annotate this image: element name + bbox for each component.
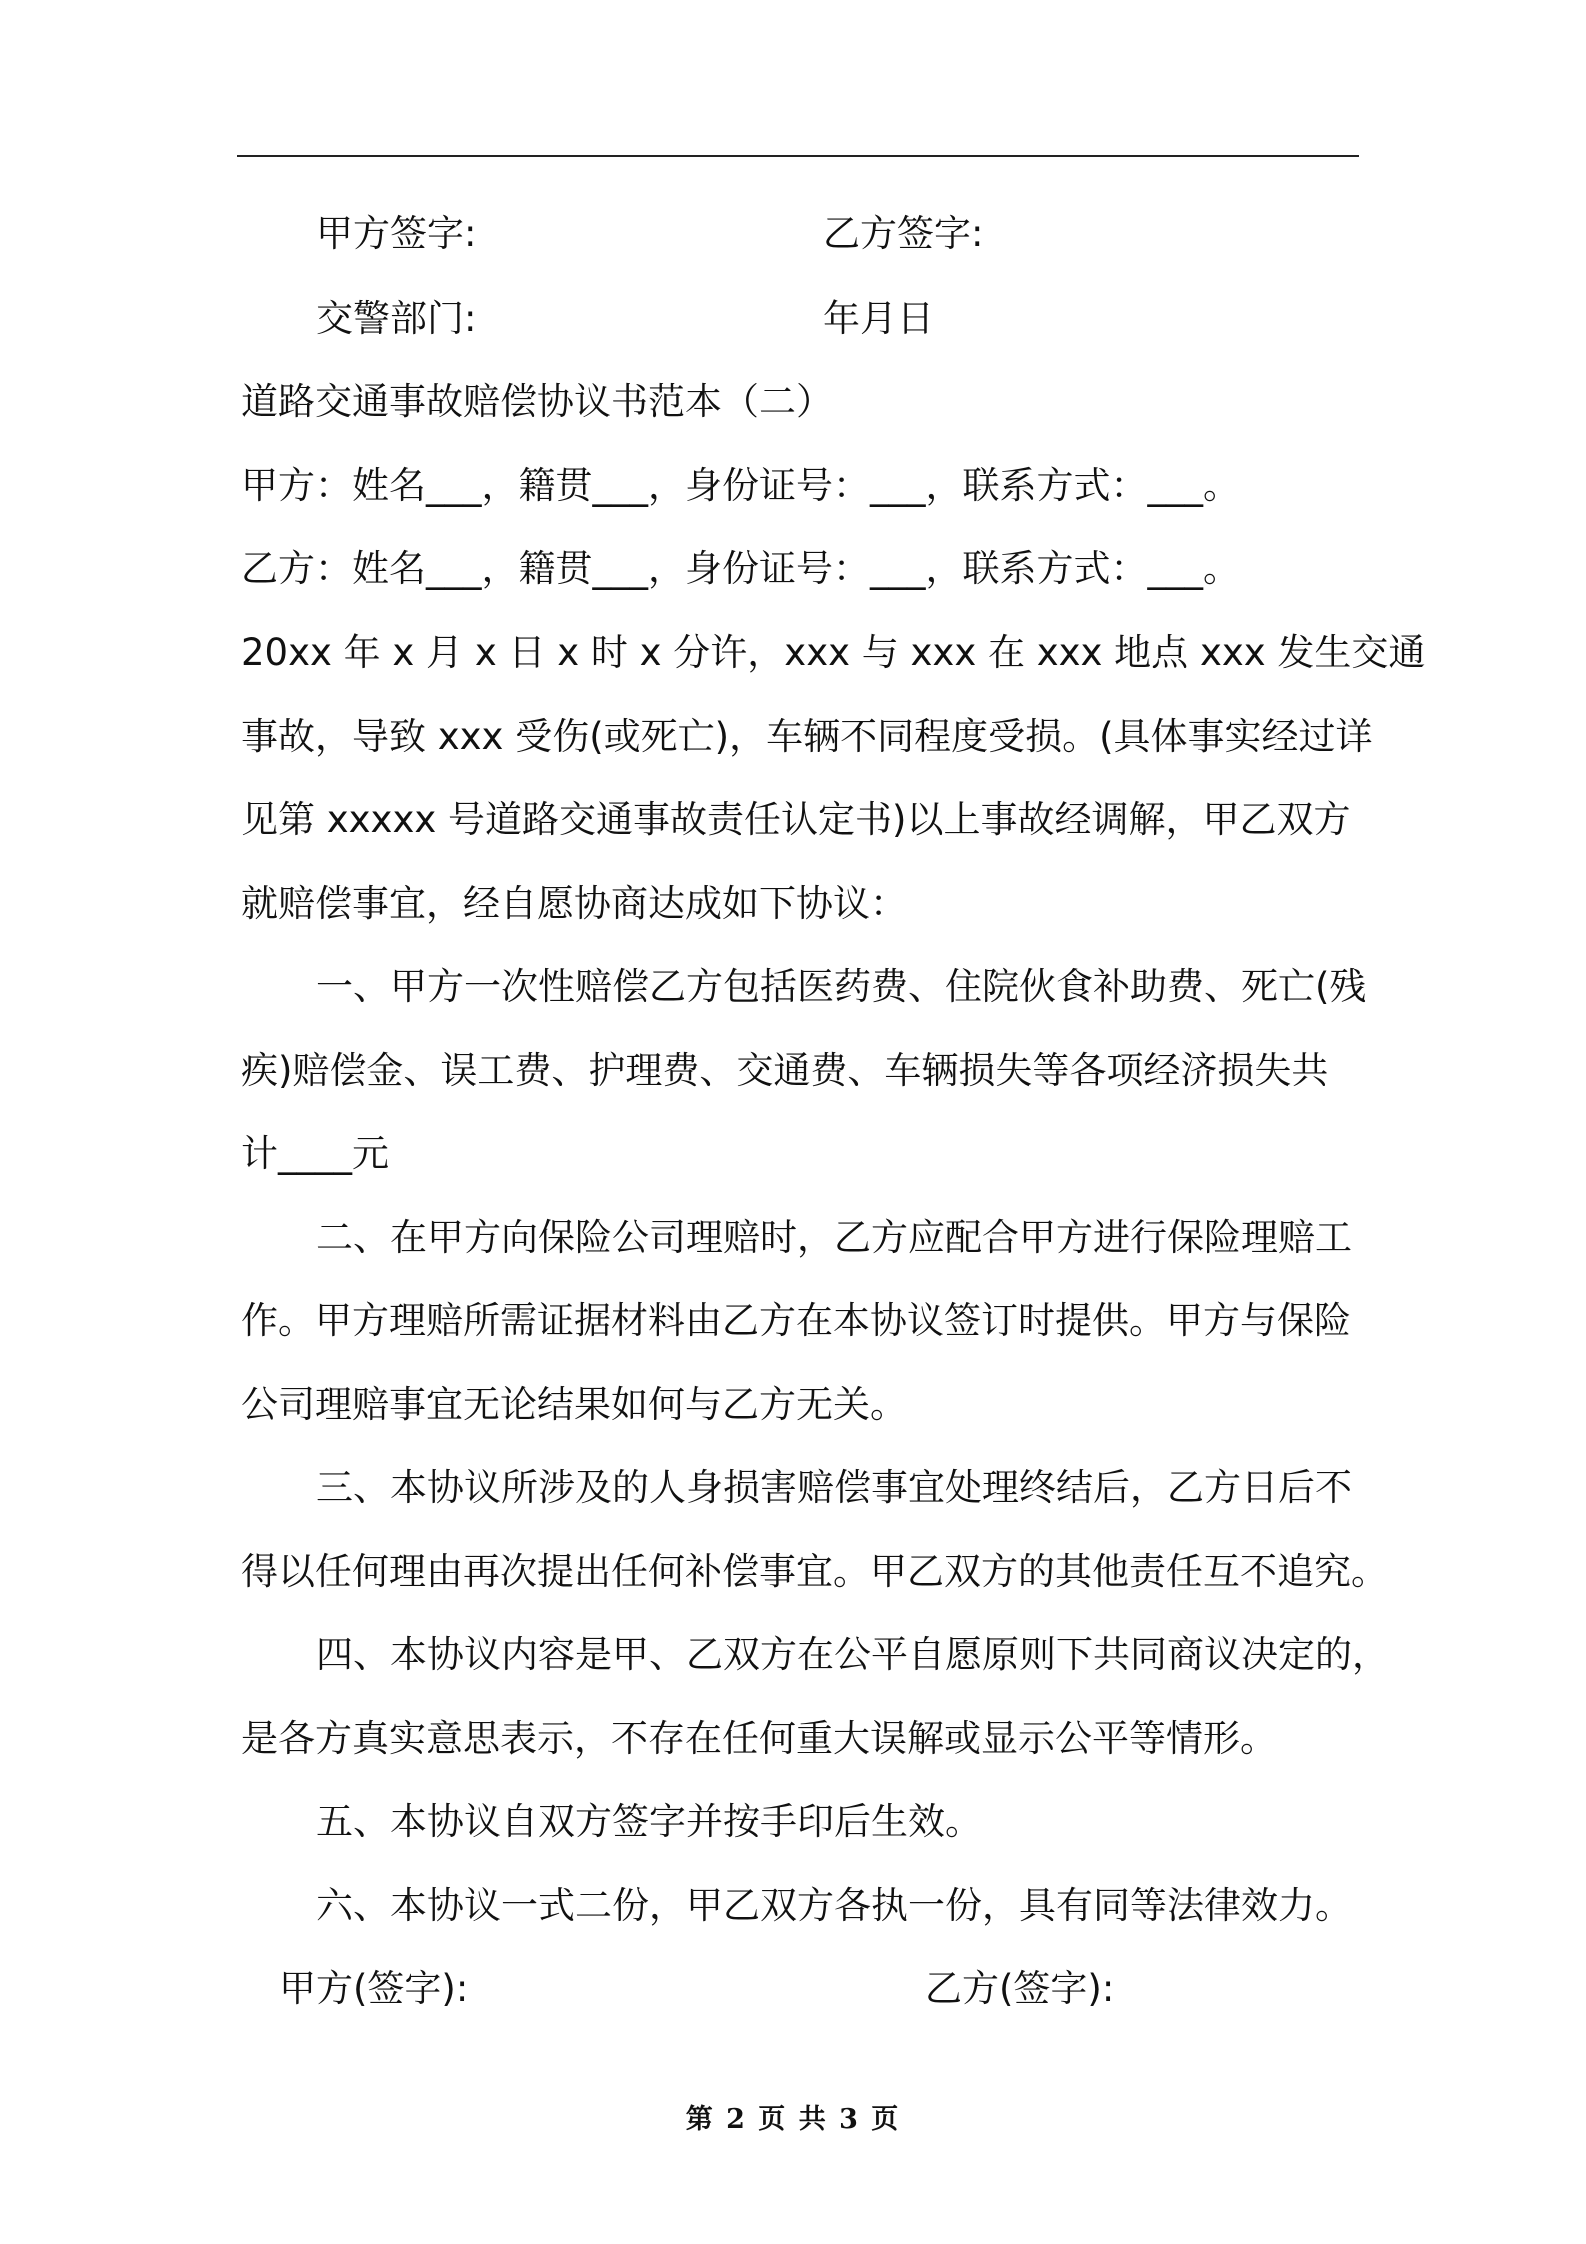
intro-line: 见第 xxxxx 号道路交通事故责任认定书)以上事故经调解，甲乙双方 [241,798,1351,841]
header-rule [237,155,1359,157]
intro-line: 事故，导致 xxx 受伤(或死亡)，车辆不同程度受损。(具体事实经过详 [241,715,1373,758]
intro-line: 就赔偿事宜，经自愿协商达成如下协议： [241,882,907,925]
date-label: 年月日 [823,297,934,340]
party-a-sign-label: 甲方签字: [316,212,477,255]
clause-5: 五、本协议自双方签字并按手印后生效。 [316,1800,982,1843]
clause-1-line: 疾)赔偿金、误工费、护理费、交通费、车辆损失等各项经济损失共 [241,1049,1329,1092]
party-a-info: 甲方：姓名___，籍贯___，身份证号：___，联系方式：___。 [241,464,1240,507]
party-b-sign-label: 乙方签字: [823,212,984,255]
party-a-signature-label: 甲方(签字): [279,1967,469,2010]
party-b-signature-label: 乙方(签字): [925,1967,1115,2010]
clause-4-line: 四、本协议内容是甲、乙双方在公平自愿原则下共同商议决定的， [316,1633,1389,1676]
clause-3-line: 得以任何理由再次提出任何补偿事宜。甲乙双方的其他责任互不追究。 [241,1550,1388,1593]
document-title: 道路交通事故赔偿协议书范本（二） [241,380,833,423]
clause-4-line: 是各方真实意思表示，不存在任何重大误解或显示公平等情形。 [241,1717,1277,1760]
clause-1-line: 计____元 [241,1132,389,1175]
intro-line: 20xx 年 x 月 x 日 x 时 x 分许，xxx 与 xxx 在 xxx 地点 xxx 发生交通 [241,631,1426,674]
party-b-info: 乙方：姓名___，籍贯___，身份证号：___，联系方式：___。 [241,547,1240,590]
clause-2-line: 二、在甲方向保险公司理赔时，乙方应配合甲方进行保险理赔工 [316,1216,1352,1259]
clause-1-line: 一、甲方一次性赔偿乙方包括医药费、住院伙食补助费、死亡(残 [316,965,1367,1008]
page-number-footer: 第 2 页 共 3 页 [685,2104,901,2135]
clause-2-line: 公司理赔事宜无论结果如何与乙方无关。 [241,1383,907,1426]
clause-2-line: 作。甲方理赔所需证据材料由乙方在本协议签订时提供。甲方与保险 [241,1299,1351,1342]
clause-6: 六、本协议一式二份，甲乙双方各执一份，具有同等法律效力。 [316,1884,1352,1927]
traffic-police-label: 交警部门: [316,297,477,340]
clause-3-line: 三、本协议所涉及的人身损害赔偿事宜处理终结后，乙方日后不 [316,1466,1352,1509]
